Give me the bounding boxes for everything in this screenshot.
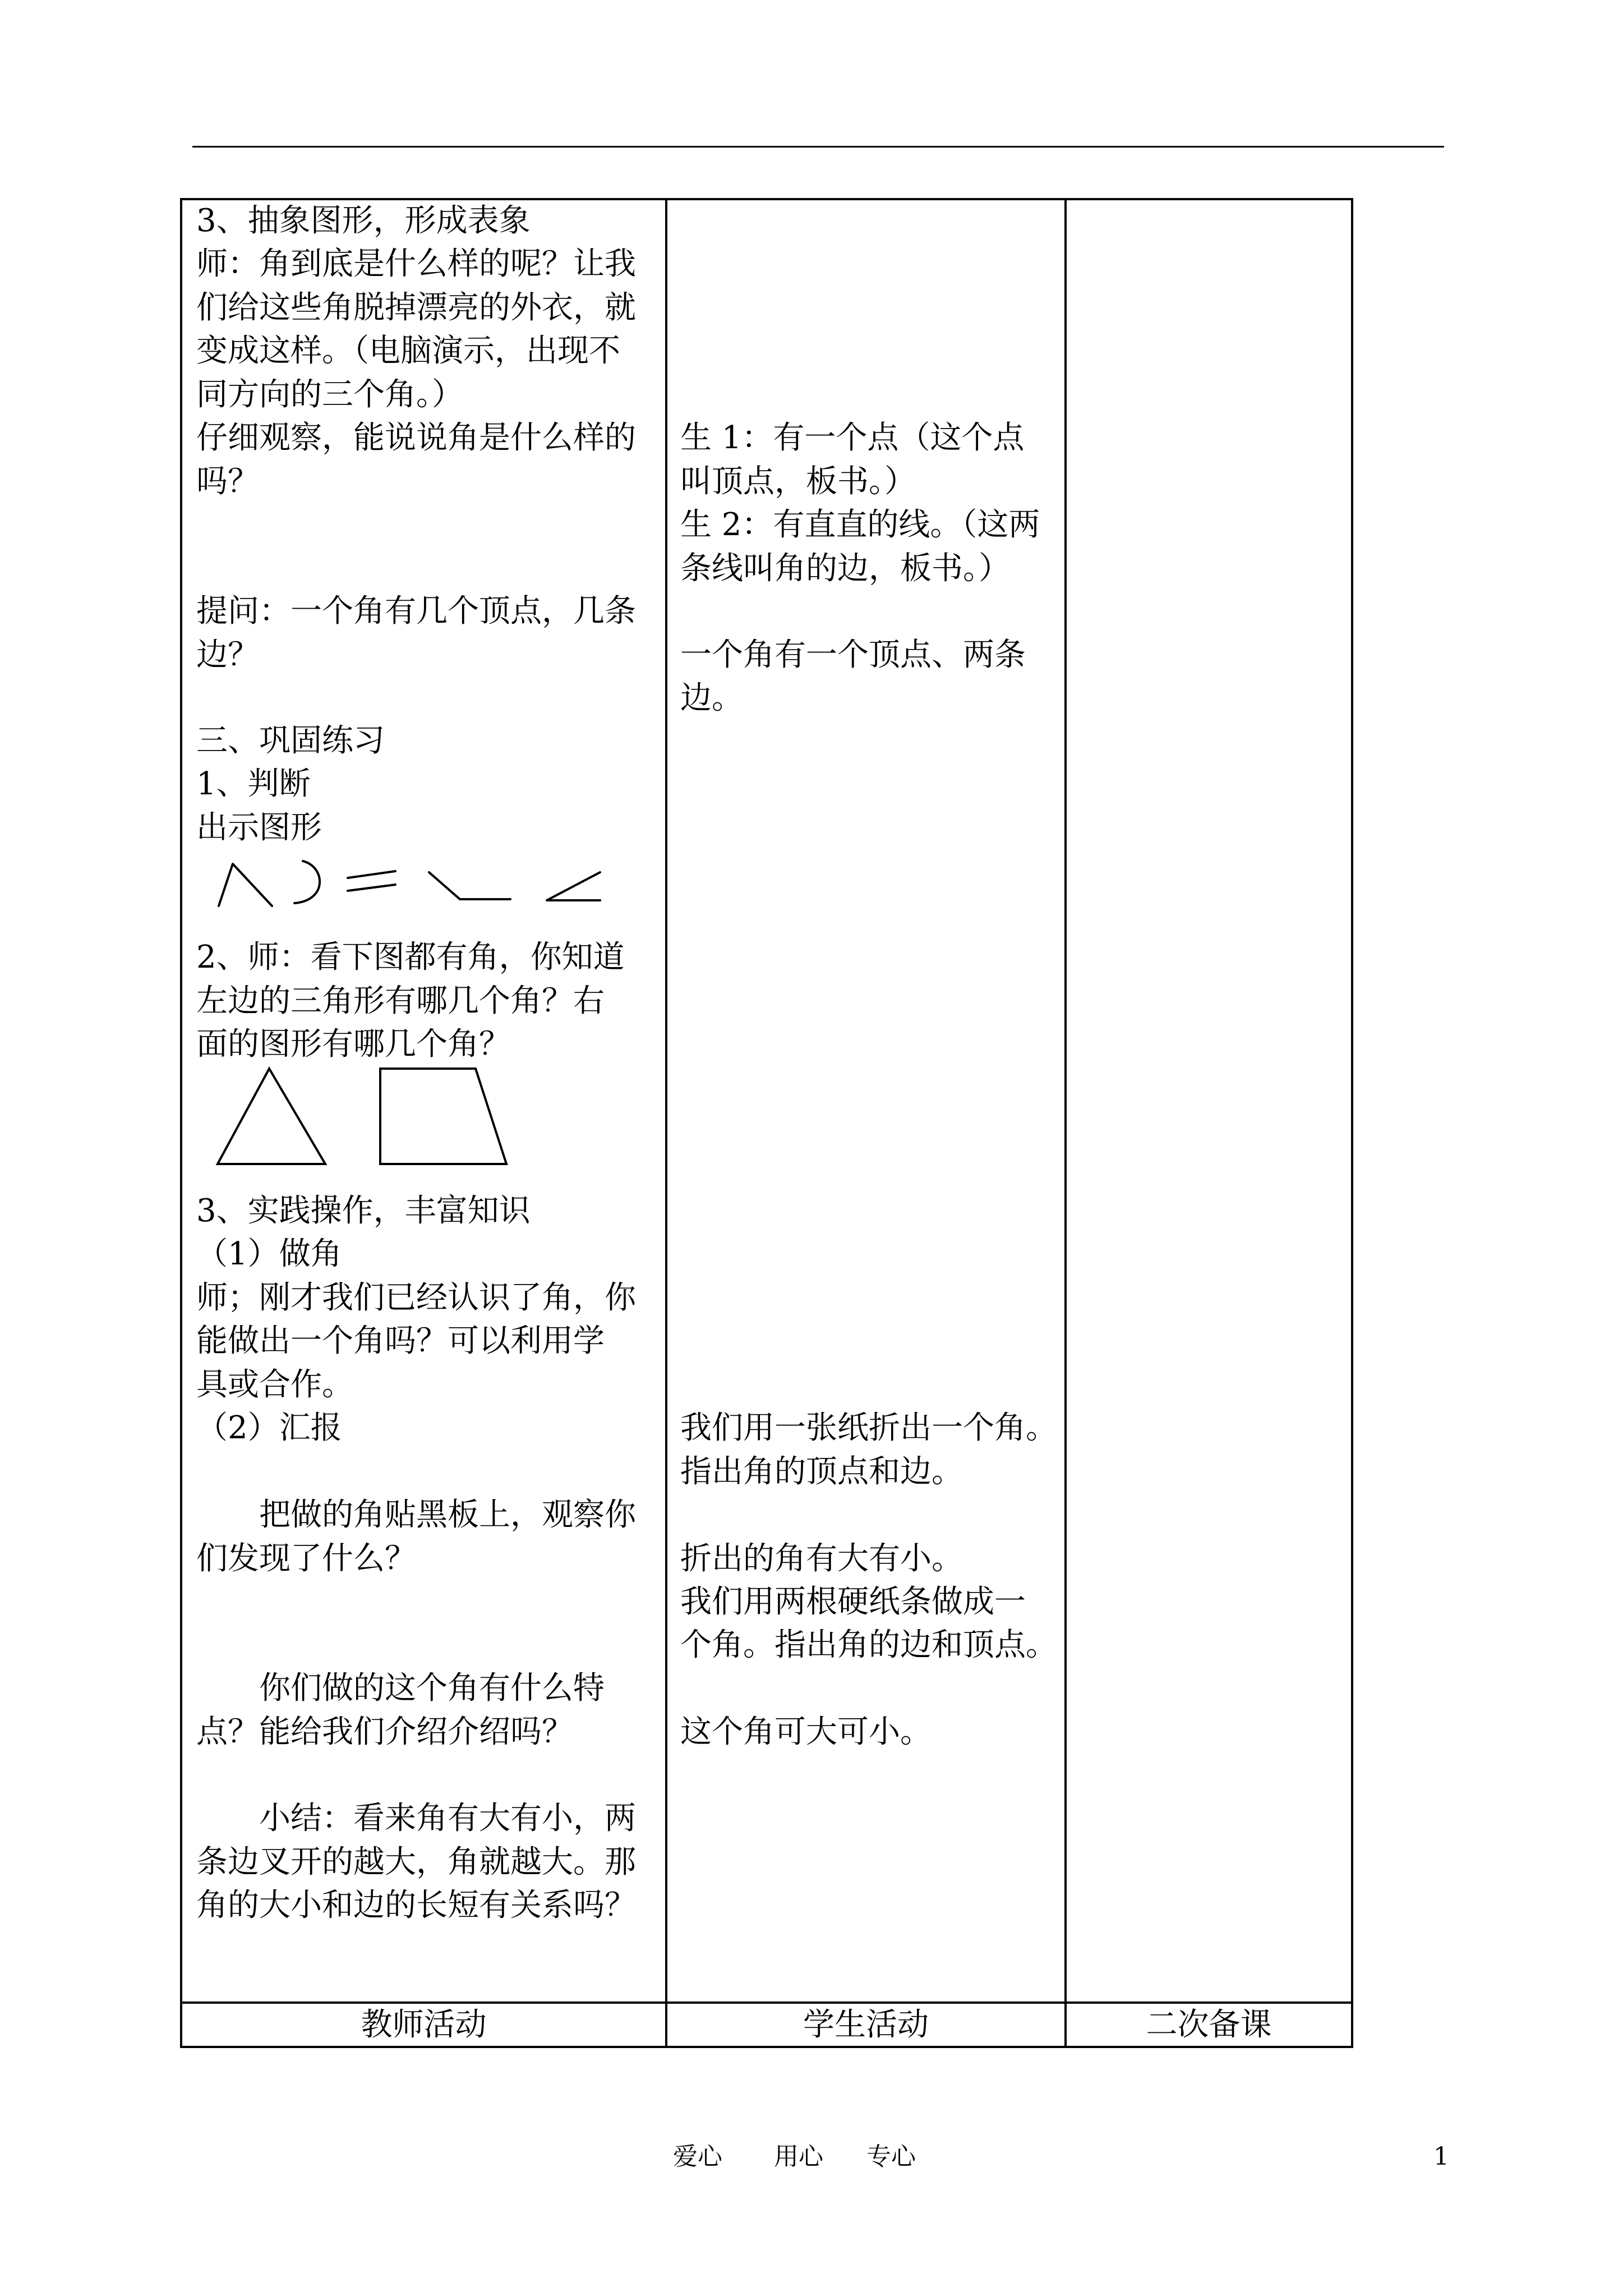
- figure-open-angle: [219, 864, 272, 906]
- student-text-line: 折出的角有大有小。: [680, 1540, 963, 1577]
- student-text-line: 边。: [680, 680, 743, 716]
- teacher-text-line: 3、抽象图形，形成表象: [196, 203, 531, 239]
- teacher-text-line: 1、判断: [196, 766, 311, 802]
- header-second-prep: 二次备课: [1146, 2007, 1272, 2043]
- teacher-text-line: 3、实践操作，丰富知识: [196, 1193, 531, 1229]
- student-text-line: 这个角可大可小。: [680, 1714, 932, 1750]
- figure-parallel-line-1: [348, 871, 395, 878]
- header-student-activity: 学生活动: [803, 2007, 929, 2043]
- student-text-line: 我们用两根硬纸条做成一: [680, 1584, 1026, 1620]
- student-text-line: 生 1：有一个点（这个点: [680, 420, 1025, 456]
- student-text-line: 一个角有一个顶点、两条: [680, 637, 1026, 673]
- teacher-text-line: 角的大小和边的长短有关系吗？: [196, 1887, 636, 1924]
- teacher-text-line: 师；刚才我们已经认识了角，你: [196, 1280, 636, 1316]
- footer-motto-love: 爱心: [673, 2142, 722, 2171]
- trapezoid-shape: [380, 1069, 506, 1164]
- header-teacher-activity: 教师活动: [361, 2007, 487, 2043]
- teacher-text-line: 三、巩固练习: [196, 723, 385, 759]
- figure-bent-angle: [429, 872, 510, 899]
- teacher-text-line: 面的图形有哪几个角？: [196, 1026, 510, 1062]
- teacher-text-line: 小结：看来角有大有小，两: [259, 1800, 636, 1837]
- student-text-line: 生 2：有直直的线。（这两: [680, 507, 1040, 543]
- header-rule: [192, 146, 1444, 148]
- teacher-text-line: 们发现了什么？: [196, 1540, 416, 1577]
- teacher-text-line: 师：角到底是什么样的呢？让我: [196, 246, 636, 282]
- student-text-line: 个角。指出角的边和顶点。: [680, 1627, 1057, 1663]
- teacher-text-line: （2）汇报: [196, 1410, 342, 1446]
- teacher-text-line: 把做的角贴黑板上，观察你: [259, 1497, 636, 1533]
- page-number: 1: [1433, 2142, 1449, 2171]
- teacher-text-line: 能做出一个角吗？可以利用学: [196, 1323, 605, 1359]
- teacher-text-line: 具或合作。: [196, 1366, 353, 1403]
- teacher-text-line: 点？能给我们介绍介绍吗？: [196, 1714, 573, 1750]
- teacher-text-line: 仔细观察，能说说角是什么样的: [196, 420, 636, 456]
- teacher-text-line: 出示图形: [196, 809, 322, 846]
- teacher-text-line: 吗？: [196, 463, 259, 500]
- footer-motto-effort: 用心: [774, 2142, 823, 2171]
- column-divider-1: [665, 200, 667, 2046]
- figure-curved-line: [294, 861, 320, 903]
- teacher-text-line: 你们做的这个角有什么特: [259, 1670, 605, 1706]
- triangle-shape: [218, 1069, 325, 1164]
- student-text-line: 条线叫角的边，板书。）: [680, 550, 1010, 587]
- student-text-line: 叫顶点，板书。）: [680, 463, 916, 500]
- figure-parallel-line-2: [348, 885, 395, 891]
- teacher-text-line: 提问：一个角有几个顶点，几条: [196, 593, 636, 629]
- teacher-text-line: 边？: [196, 637, 259, 673]
- teacher-text-line: 变成这样。（电脑演示，出现不: [196, 333, 620, 369]
- column-divider-2: [1064, 200, 1067, 2046]
- teacher-text-line: 2、师：看下图都有角，你知道: [196, 939, 625, 976]
- teacher-text-line: 左边的三角形有哪几个角？右: [196, 983, 605, 1019]
- student-text-line: 我们用一张纸折出一个角。: [680, 1410, 1057, 1446]
- teacher-text-line: （1）做角: [196, 1236, 342, 1272]
- judgment-figures: [213, 850, 617, 912]
- footer-motto-focus: 专心: [866, 2142, 916, 2171]
- teacher-text-line: 条边叉开的越大，角就越大。那: [196, 1844, 636, 1880]
- teacher-text-line: 同方向的三个角。）: [196, 376, 463, 413]
- teacher-text-line: 们给这些角脱掉漂亮的外衣，就: [196, 289, 636, 326]
- student-text-line: 指出角的顶点和边。: [680, 1453, 963, 1490]
- shape-figures: [213, 1063, 527, 1170]
- figure-angle: [547, 872, 600, 900]
